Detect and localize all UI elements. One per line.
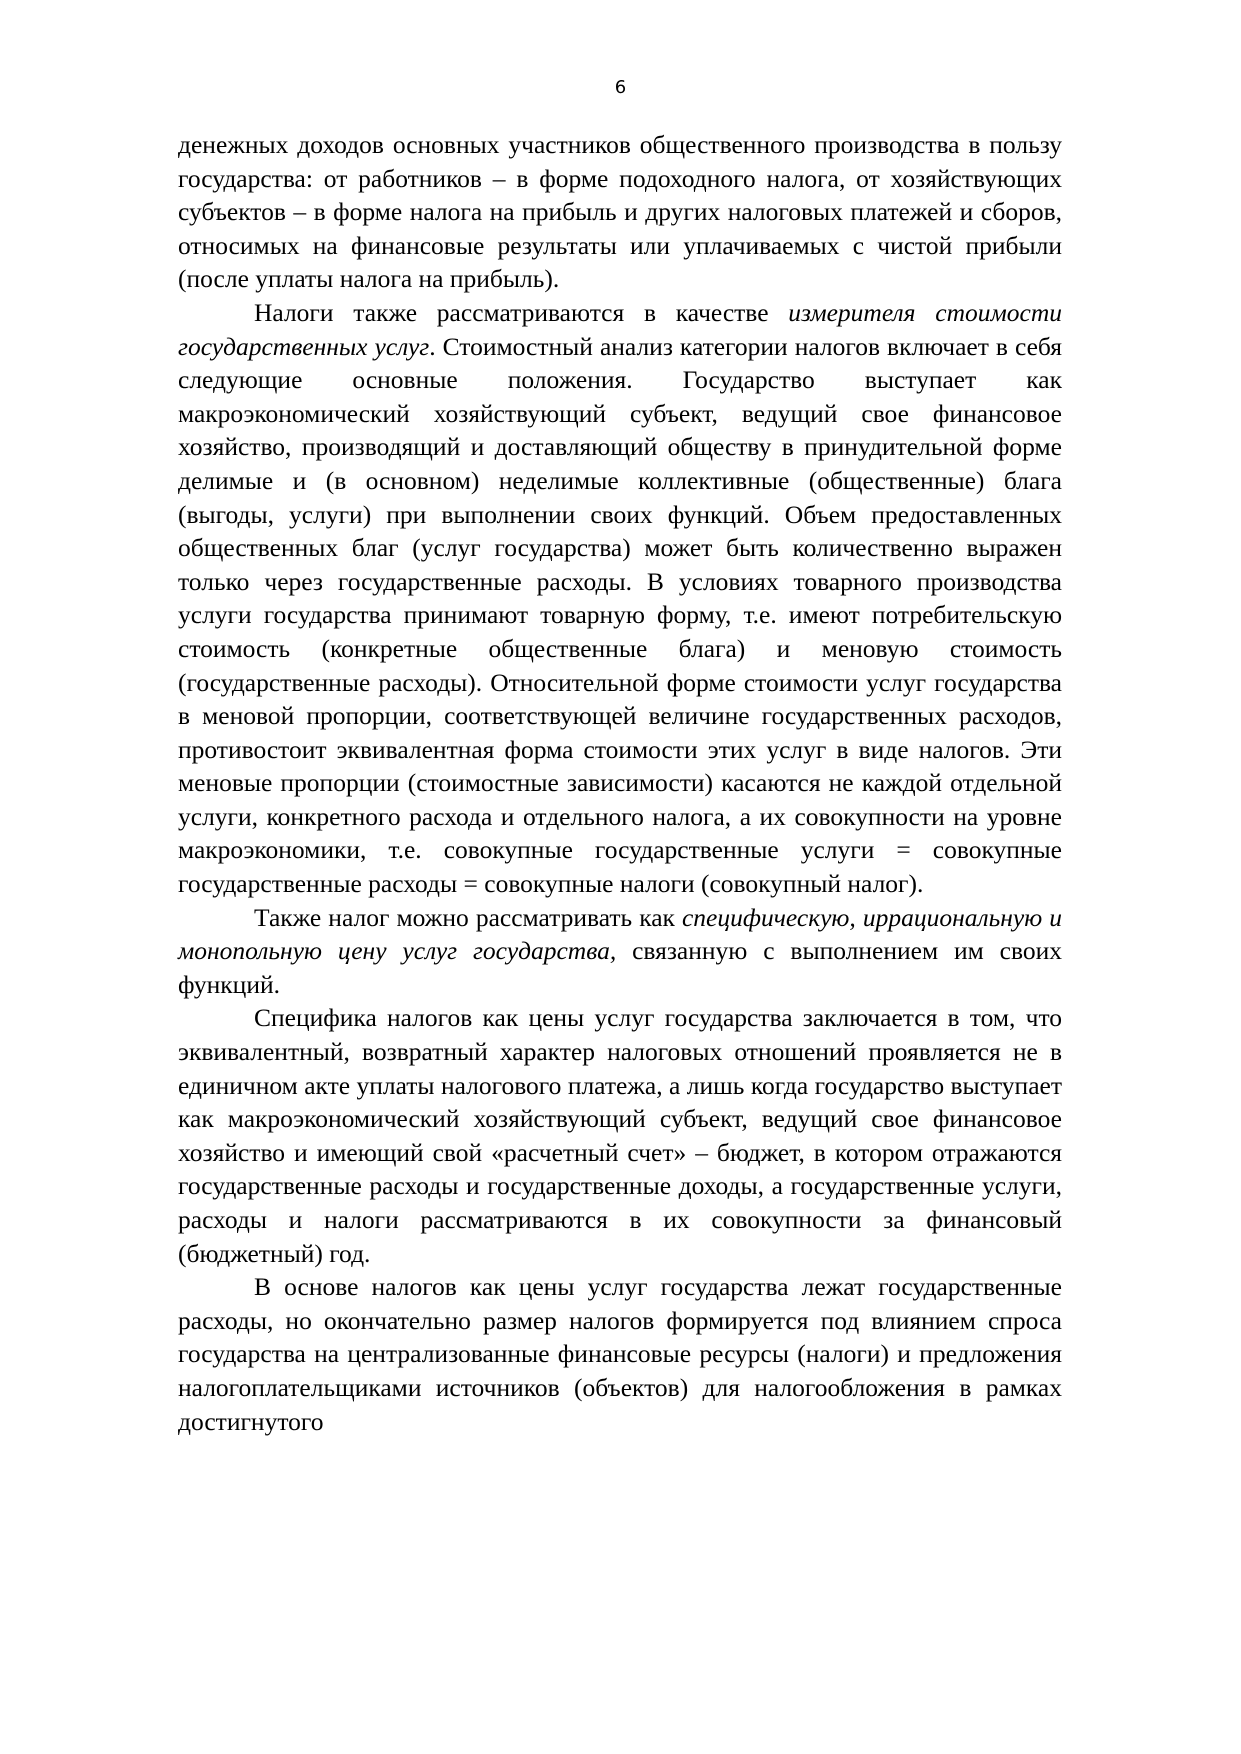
paragraph xyxy=(178,296,1062,901)
body-text xyxy=(178,128,1062,1438)
italic-term: измерителя стоимости государственных услуг xyxy=(178,297,1063,361)
paragraph xyxy=(178,1001,1062,1270)
text-run: Специфика налогов как цены услуг государства заключается в том, что эквивалентный, возвратный характер налоговых отношений проявляется не в единичном акте уплаты налогового платежа, а лишь когда государство выступает как макроэкономический хозяйствующий субъект, ведущий свое финансовое хозяйство и имеющий свой «расчетный счет» – бюджет, в котором отражаются государственные расходы и государственные доходы, а государственные услуги, расходы и налоги рассматриваются в их совокупности за финансовый (бюджетный) год. xyxy=(178,1003,1062,1268)
text-run: денежных доходов основных участников общественного производства в пользу государства: от работников – в форме подоходного налога, от хозяйствующих субъектов – в форме налога на прибыль и других налоговых платежей и сборов, относимых на финансовые результаты или уплачиваемых с чистой прибыли (после уплаты налога на прибыль). xyxy=(178,130,1062,294)
text-run: Также налог можно рассматривать как xyxy=(254,902,682,932)
paragraph xyxy=(178,901,1062,1002)
text-run: Налоги также рассматриваются в качестве xyxy=(254,297,789,327)
text-run: . Стоимостный анализ категории налогов включает в себя следующие основные положения. Государство выступает как макроэкономический хозяйствующий субъект, ведущий свое финансовое хозяйство, производящий и доставляющий обществу в принудительной форме делимые и (в основном) неделимые коллективные (общественные) блага (выгоды, услуги) при выполнении своих функций. Объем предоставленных общественных благ (услуг государства) может быть количественно выражен только через государственные расходы. В условиях товарного производства услуги государства принимают товарную форму, т.е. имеют потребительскую стоимость (конкретные общественные блага) и меновую стоимость (государственные расходы). Относительной форме стоимости услуг государства в меновой пропорции, соответствующей величине государственных расходов, противостоит эквивалентная форма стоимости этих услуг в виде налогов. Эти меновые пропорции (стоимостные зависимости) касаются не каждой отдельной услуги, конкретного расхода и отдельного налога, а их совокупности на уровне макроэкономики, т.е. совокупные государственные услуги = совокупные государственные расходы = совокупные налоги (совокупный налог). xyxy=(178,331,1062,899)
paragraph xyxy=(178,1270,1062,1438)
text-run: В основе налогов как цены услуг государства лежат государственные расходы, но окончательно размер налогов формируется под влиянием спроса государства на централизованные финансовые ресурсы (налоги) и предложения налогоплательщиками источников (объектов) для налогообложения в рамках достигнутого xyxy=(178,1272,1062,1436)
text-run: связанную с выполнением им своих функций. xyxy=(178,936,1062,999)
page-number: 6 xyxy=(614,77,627,98)
paragraph xyxy=(178,128,1062,296)
italic-term: специфическую, иррациональную и монопольную цену услуг государства, xyxy=(178,902,1062,966)
